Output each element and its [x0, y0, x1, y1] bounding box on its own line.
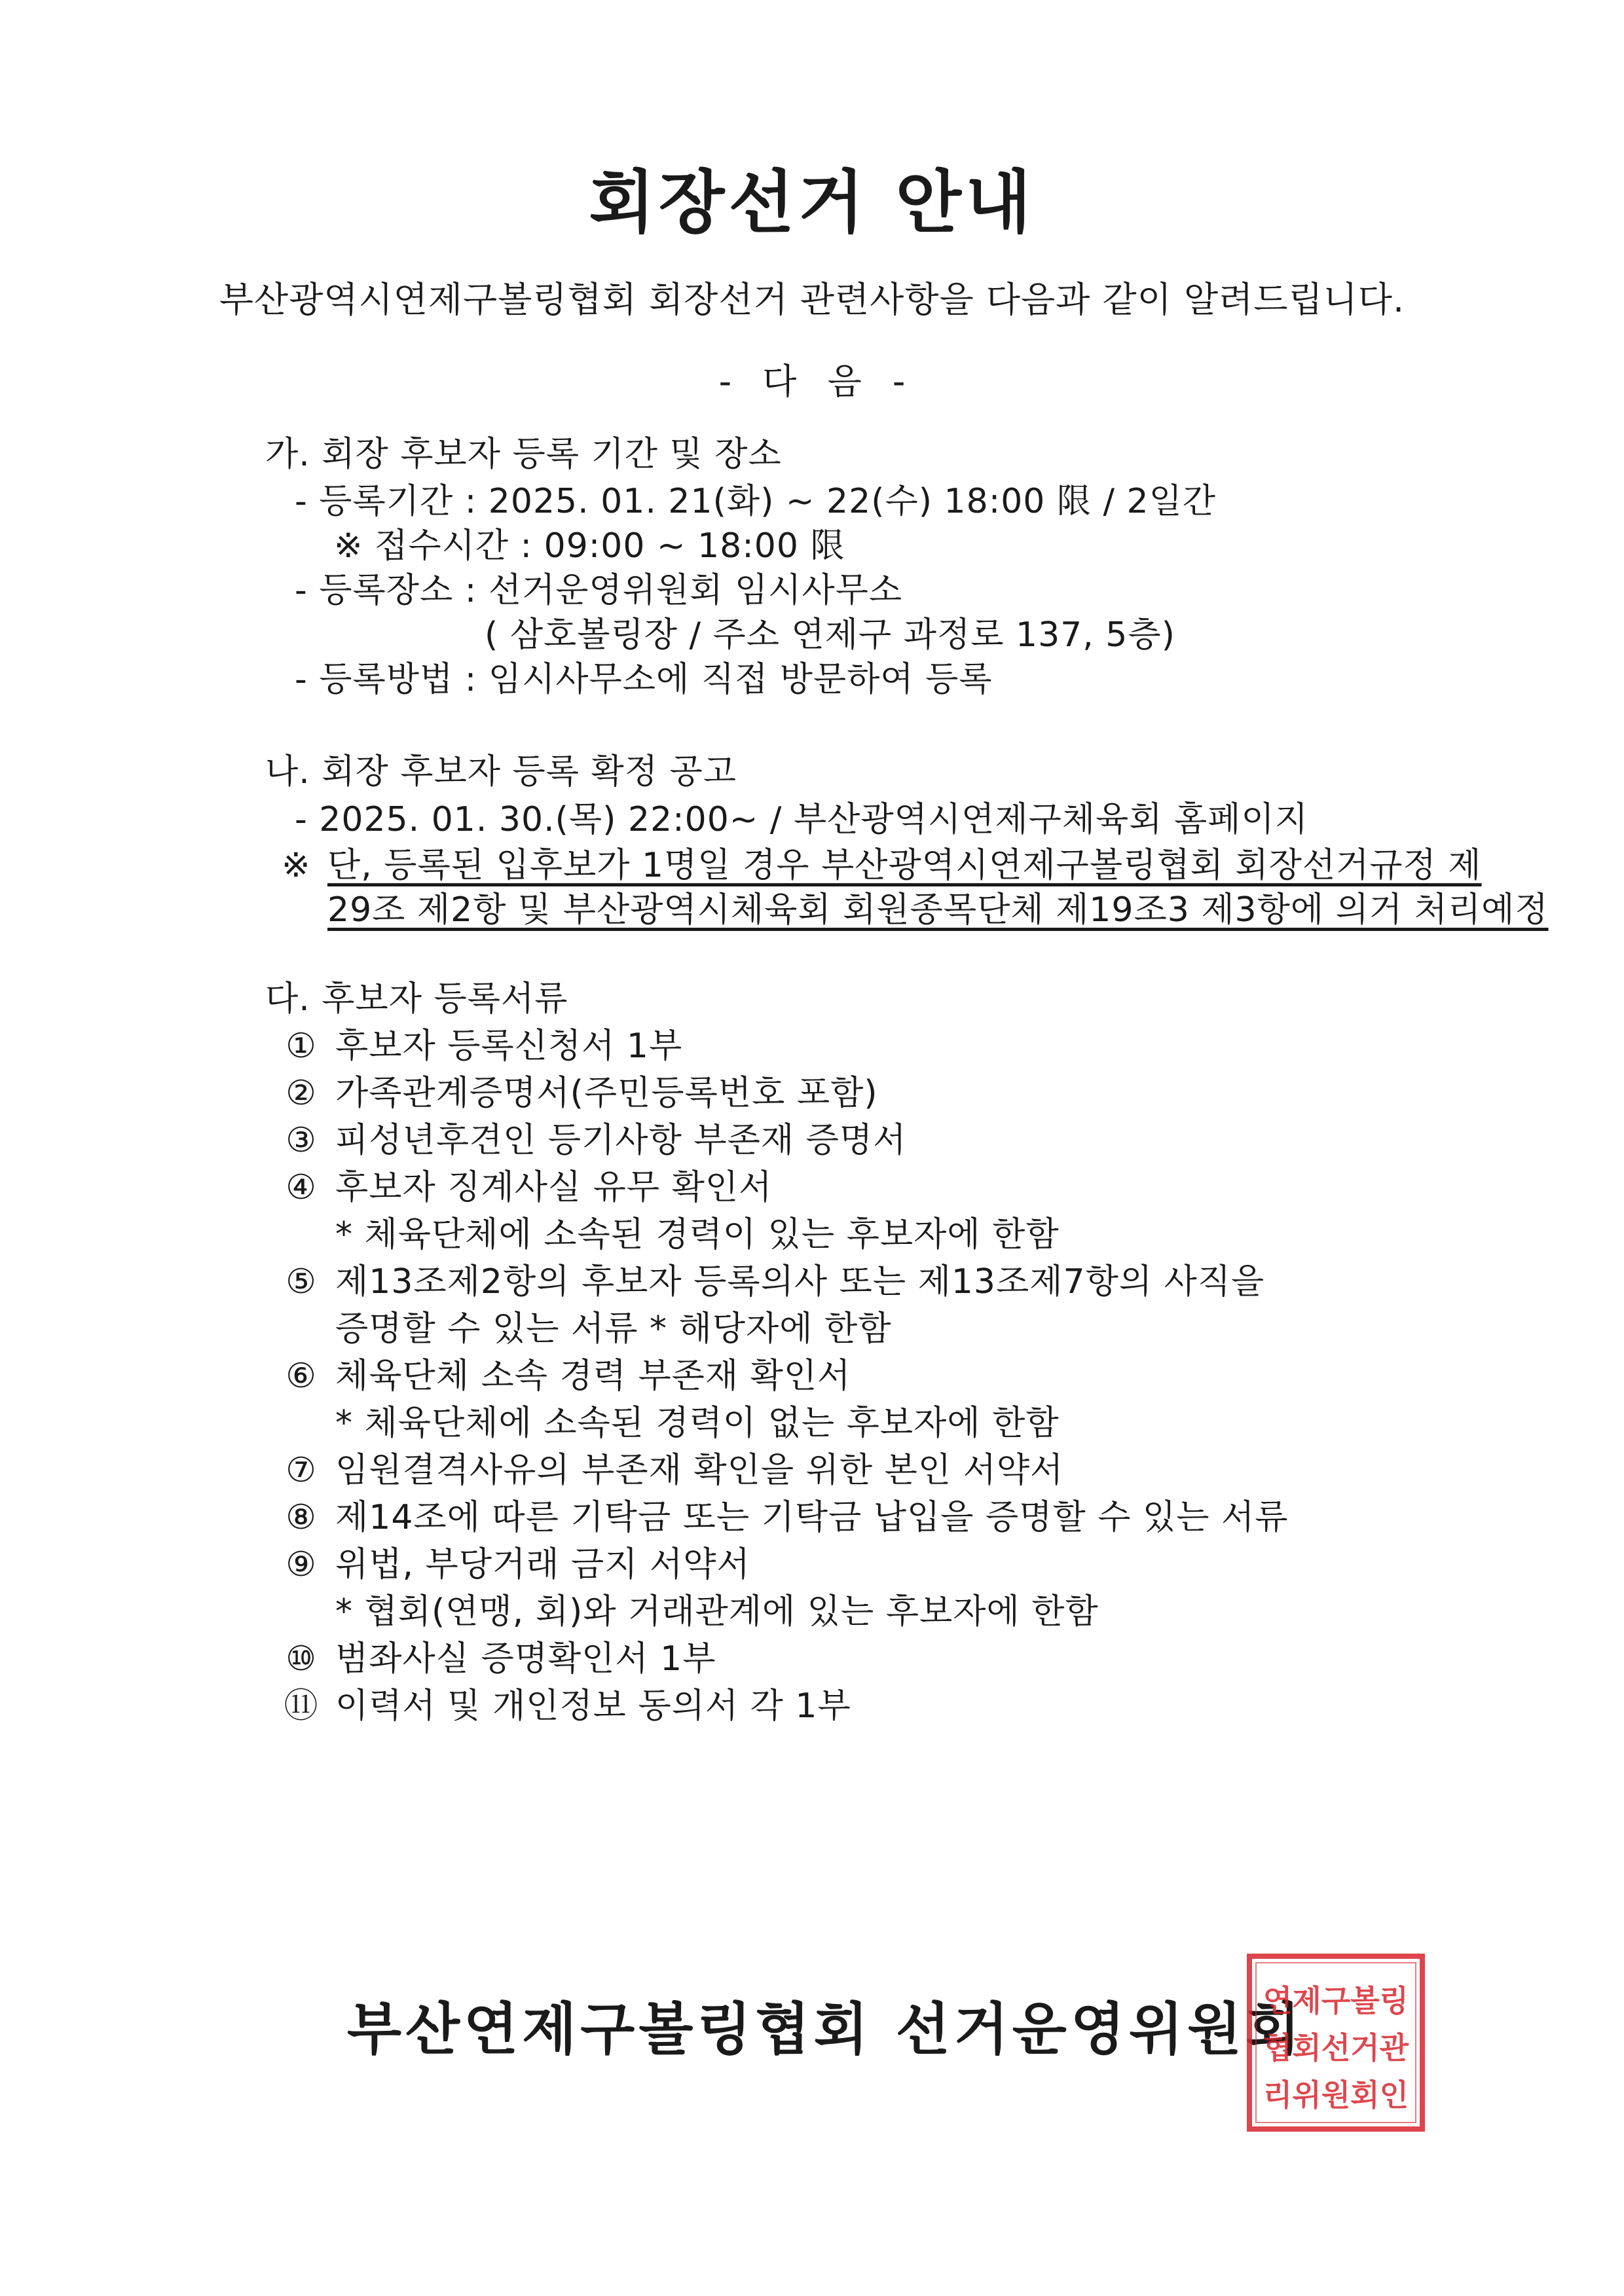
item-number: ⑨ [286, 1545, 317, 1584]
registration-period: - 등록기간 : 2025. 01. 21(화) ~ 22(수) 18:00 限 / 2일간 [295, 482, 1217, 521]
document-item: 이력서 및 개인정보 동의서 각 1부 [335, 1686, 851, 1726]
document-item: 후보자 징계사실 유무 확인서 [335, 1168, 773, 1207]
document-item: 제13조제2항의 후보자 등록의사 또는 제13조제7항의 사직을 [335, 1262, 1265, 1302]
item-number: ⑧ [286, 1498, 317, 1537]
document-item: 임원결격사유의 부존재 확인을 위한 본인 서약서 [335, 1451, 1064, 1490]
item-number: ③ [286, 1121, 317, 1160]
document-item: 체육단체 소속 경력 부존재 확인서 [335, 1357, 851, 1396]
note-line-1: 단, 등록된 입후보가 1명일 경우 부산광역시연제구볼링협회 회장선거규정 제 [327, 846, 1482, 885]
document-item-note: 증명할 수 있는 서류 * 해당자에 한함 [335, 1309, 892, 1349]
document-item-note: * 체육단체에 소속된 경력이 있는 후보자에 한함 [335, 1215, 1060, 1254]
registration-method: - 등록방법 : 임시사무소에 직접 방문하여 등록 [295, 660, 993, 699]
document-item-note: * 체육단체에 소속된 경력이 없는 후보자에 한함 [335, 1404, 1060, 1443]
note-mark: ※ [282, 846, 311, 885]
section-ga-heading: 가. 회장 후보자 등록 기간 및 장소 [265, 435, 782, 474]
reception-hours: ※ 접수시간 : 09:00 ~ 18:00 限 [334, 526, 845, 566]
document-item: 후보자 등록신청서 1부 [335, 1027, 683, 1066]
announcement-date: - 2025. 01. 30.(목) 22:00~ / 부산광역시연제구체육회 홈페이지 [295, 800, 1308, 839]
document-item-note: * 협회(연맹, 회)와 거래관계에 있는 후보자에 한함 [335, 1592, 1099, 1631]
registration-place-detail: ( 삼호볼링장 / 주소 연제구 과정로 137, 5층) [485, 615, 1175, 655]
item-number: ① [286, 1027, 317, 1066]
item-number: ⑤ [286, 1262, 317, 1302]
item-number: ④ [286, 1168, 317, 1207]
note-line-2: 29조 제2항 및 부산광역시체육회 회원종목단체 제19조3 제3항에 의거 처리예정 [327, 890, 1549, 930]
item-number: ② [286, 1074, 317, 1113]
section-da-heading: 다. 후보자 등록서류 [265, 979, 568, 1019]
document-item: 제14조에 따른 기탁금 또는 기탁금 납입을 증명할 수 있는 서류 [335, 1498, 1289, 1537]
section-na-heading: 나. 회장 후보자 등록 확정 공고 [265, 752, 737, 792]
item-number: ⑩ [286, 1639, 317, 1679]
document-item: 위법, 부당거래 금지 서약서 [335, 1545, 750, 1584]
page-title: 회장선거 안내 [589, 162, 1035, 242]
seal-row: 협회선거관 [1263, 2030, 1409, 2066]
da-eum-heading: - 다 음 - [718, 361, 906, 402]
item-number: ⑥ [286, 1357, 317, 1396]
official-seal-stamp [1244, 1951, 1428, 2134]
document-item: 피성년후견인 등기사항 부존재 증명서 [335, 1121, 907, 1160]
issuer-name: 부산연제구볼링협회 선거운영위원회 [347, 1996, 1304, 2062]
intro-text: 부산광역시연제구볼링협회 회장선거 관련사항을 다음과 같이 알려드립니다. [219, 279, 1405, 320]
document-item: 가족관계증명서(주민등록번호 포함) [335, 1074, 878, 1113]
document-item: 범좌사실 증명확인서 1부 [335, 1639, 716, 1679]
item-number: ⑦ [286, 1451, 317, 1490]
seal-row: 리위원회인 [1263, 2077, 1409, 2113]
item-number: ⑪ [284, 1686, 319, 1726]
registration-place: - 등록장소 : 선거운영위원회 임시사무소 [295, 571, 903, 610]
seal-row: 연제구볼링 [1263, 1983, 1409, 2018]
